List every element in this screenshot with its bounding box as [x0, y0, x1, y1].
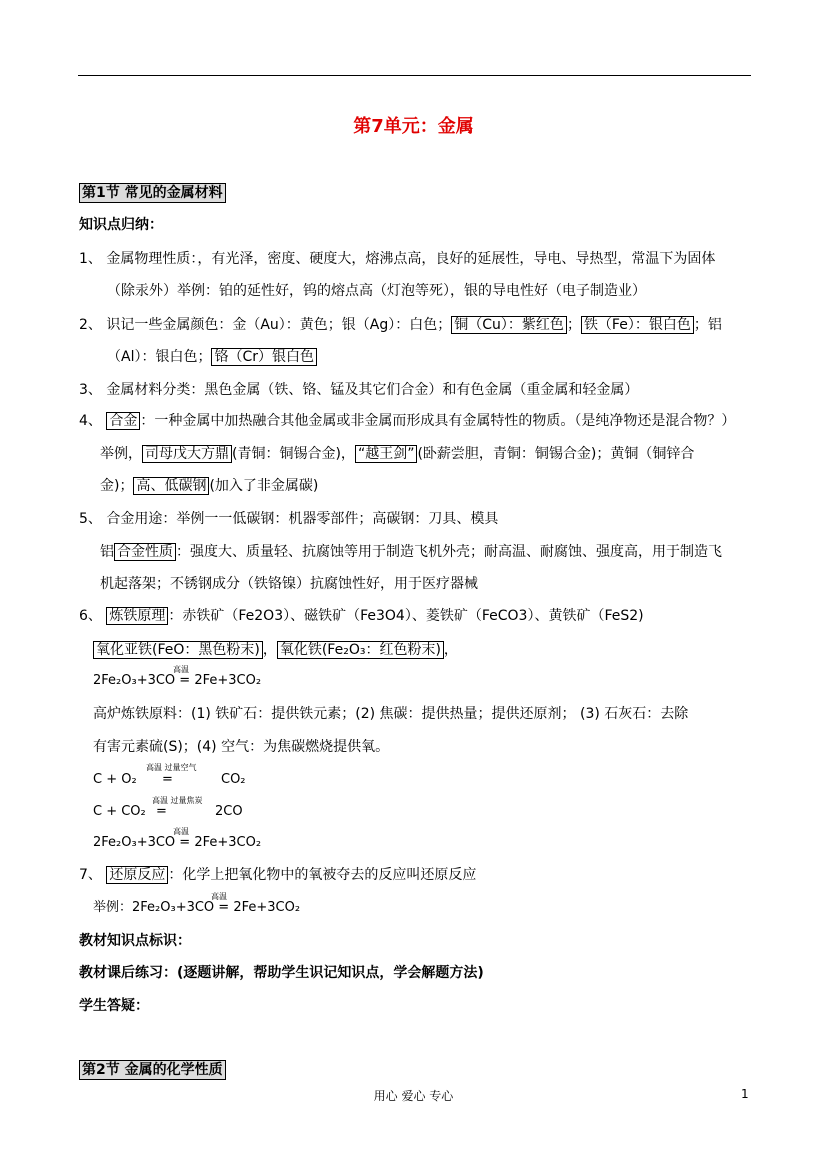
textbook-points-heading: 教材知识点标识：	[79, 933, 191, 949]
point-1-line-1: 1、 金属物理性质：，有光泽，密度、硬度大，熔沸点高，良好的延展性，导电、导热型，常温下为固体	[79, 251, 716, 267]
exercise-heading: 教材课后练习：(逐题讲解，帮助学生识记知识点，学会解题方法)	[79, 965, 484, 981]
equation-2: C + O₂ = CO₂	[93, 772, 246, 787]
point-1-line-2: （除汞外）举例：铂的延性好，钨的熔点高（灯泡等死），银的导电性好（电子制造业）	[107, 283, 646, 299]
point-4-line-3: 金)； 高、低碳钢 (加入了非金属碳)	[100, 478, 319, 494]
equation-5-condition: 高温	[211, 892, 227, 901]
point-5-line-3: 机起落架；不锈钢成分（铁铬镍）抗腐蚀性好，用于医疗器械	[100, 576, 478, 592]
furnace-materials-line-1: 高炉炼铁原料：(1) 铁矿石：提供铁元素；(2) 焦碳：提供热量；提供还原剂； (3) 石灰石：去除	[93, 706, 689, 722]
equation-3: C + CO₂ = 2CO	[93, 804, 243, 819]
equation-2-condition: 高温 过量空气	[146, 763, 197, 772]
point-7-line-1: 7、 还原反应 ：化学上把氧化物中的氧被夺去的反应叫还原反应	[79, 867, 477, 883]
page-footer: 用心 爱心 专心	[373, 1089, 454, 1103]
point-2-line-1: 2、 识记一些金属颜色：金（Au）：黄色；银（Ag）：白色； 铜（Cu）：紫红色 ； 铁（Fe）：银白色 ；铝	[79, 317, 722, 333]
point-2-line-2: （Al）：银白色； 铬（Cr）银白色	[107, 348, 317, 366]
equation-4-condition: 高温	[173, 827, 189, 836]
page-number: 1	[741, 1087, 749, 1101]
point-3: 3、 金属材料分类：黑色金属（铁、铬、锰及其它们合金）和有色金属（重金属和轻金属）	[79, 382, 639, 398]
point-5-line-1: 5、 合金用途：举例一一低碳钢：机器零部件；高碳钢：刀具、模具	[79, 511, 499, 527]
equation-4: 2Fe₂O₃+3CO = 2Fe+3CO₂	[93, 835, 262, 850]
furnace-materials-line-2: 有害元素硫(S)；(4) 空气：为焦碳燃烧提供氧。	[93, 739, 390, 755]
point-5-line-2: 铝 合金性质 ：强度大、质量轻、抗腐蚀等用于制造飞机外壳；耐高温、耐腐蚀、强度高，用于制造飞	[100, 544, 722, 560]
point-7-example: 举例：2Fe₂O₃+3CO = 2Fe+3CO₂	[93, 900, 301, 915]
page-title: 第7单元：金属	[353, 116, 474, 137]
point-6-iron-oxides: 氧化亚铁(FeO：黑色粉末) ， 氧化铁(Fe₂O₃：红色粉末) ，	[93, 641, 458, 659]
qa-heading: 学生答疑：	[79, 998, 149, 1014]
knowledge-heading: 知识点归纳：	[79, 217, 163, 233]
section-heading-2: 第2节 金属的化学性质	[79, 1061, 226, 1079]
equation-1: 2Fe₂O₃+3CO = 2Fe+3CO₂	[93, 673, 262, 688]
section-heading-1: 第1节 常见的金属材料	[79, 184, 226, 202]
point-4-line-1: 4、 合金 ：一种金属中加热融合其他金属或非金属而形成具有金属特性的物质。（是纯净物还是混合物？）	[79, 413, 736, 429]
header-rule	[78, 75, 751, 76]
equation-1-condition: 高温	[173, 665, 189, 674]
point-4-line-2: 举例， 司母戊大方鼎 (青铜：铜锡合金)， “越王剑” (卧薪尝胆，青铜：铜锡合金)；黄铜（铜锌合	[100, 446, 695, 462]
equation-3-condition: 高温 过量焦炭	[152, 796, 203, 805]
point-6-line-1: 6、 炼铁原理 ：赤铁矿（Fe2O3）、磁铁矿（Fe3O4）、菱铁矿（FeCO3）、黄铁矿（FeS2)	[79, 608, 644, 624]
